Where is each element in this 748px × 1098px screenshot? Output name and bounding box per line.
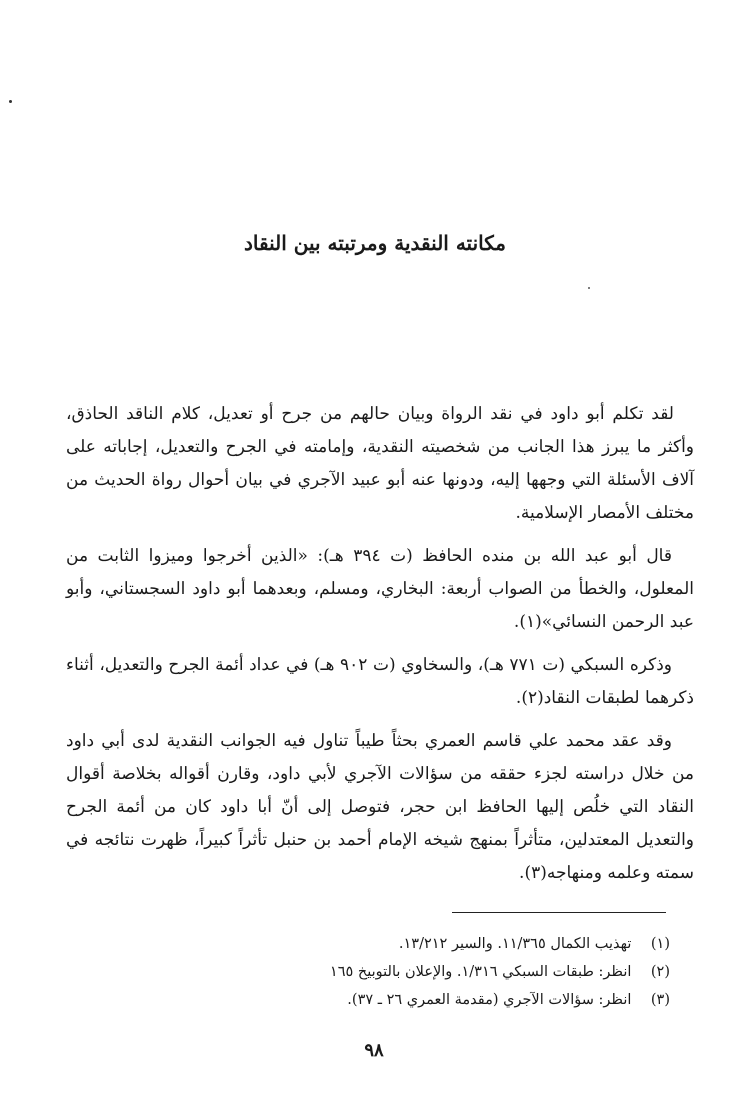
paragraph: قال أبو عبد الله بن منده الحافظ (ت ٣٩٤ هـ): «الذين أخرجوا وميزوا الثابت من المعلول، والخطأ من الصواب أربعة: البخاري، ومسلم، وبعدهما أبو داود السجستاني، وأبو عبد الرحمن النسائي»(١). [66,546,694,632]
paragraph: وذكره السبكي (ت ٧٧١ هـ)، والسخاوي (ت ٩٠٢ هـ) في عداد أئمة الجرح والتعديل، أثناء ذكرهما لطبقات النقاد(٢). [66,655,694,708]
footnote-number: (٢) [650,964,670,980]
footnote [150,930,670,958]
footnote-divider [452,912,666,913]
footnote [150,986,670,1014]
footnote-text: تهذيب الكمال ١١/٣٦٥. والسير ١٣/٢١٢. [398,936,632,952]
paragraph: لقد تكلم أبو داود في نقد الرواة وبيان حالهم من جرح أو تعديل، كلام الناقد الحاذق، وأكثر ما يبرز هذا الجانب من شخصيته النقدية، وإمامته في الجرح والتعديل، إجاباته على آلاف الأسئلة التي وجهها إليه، ودونها عنه أبو عبيد الآجري في بيان أحوال رواة الحديث من مختلف الأمصار الإسلامية. [66,404,694,523]
footnote-text: انظر: طبقات السبكي ١/٣١٦. والإعلان بالتوبيخ ١٦٥ [329,964,632,980]
page-number: ٩٨ [364,1040,384,1061]
footnote-number: (١) [650,936,670,952]
scan-speck [588,287,590,289]
footnotes [150,930,670,1014]
paragraph: وقد عقد محمد علي قاسم العمري بحثاً طيباً تناول فيه الجوانب النقدية لدى أبي داود من خلال دراسته لجزء حققه من سؤالات الآجري لأبي داود، وقارن أقواله بخلاصة أقوال النقاد التي خلُص إليها الحافظ ابن حجر، فتوصل إلى أنّ أبا داود كان من أئمة الجرح والتعديل المعتدلين، متأثراً بمنهج شيخه الإمام أحمد بن حنبل تأثراً كبيراً، ظهرت نتائجه في سمته وعلمه ومنهاجه(٣). [66,731,694,883]
footnote-number: (٣) [650,992,670,1008]
scan-speck [9,100,12,103]
footnote [150,958,670,986]
footnote-text: انظر: سؤالات الآجري (مقدمة العمري ٢٦ ـ ٣٧). [347,992,632,1008]
body-text [66,398,694,900]
section-title: مكانته النقدية ومرتبته بين النقاد [243,231,506,256]
